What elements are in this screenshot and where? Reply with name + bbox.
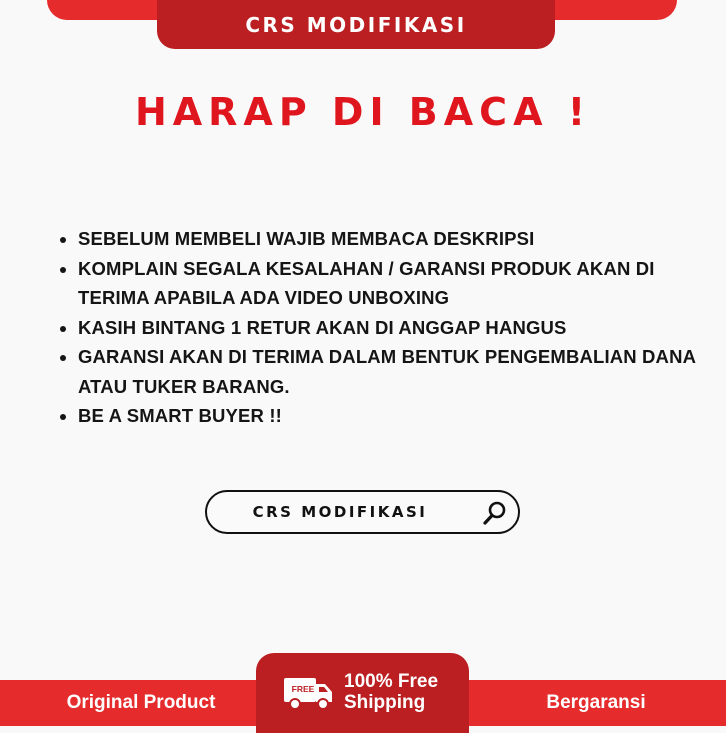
rule-item: • GARANSI AKAN DI TERIMA DALAM BENTUK PENGEMBALIAN DANA ATAU TUKER BARANG.	[78, 342, 718, 401]
shipping-line-2: Shipping	[344, 692, 426, 713]
shipping-line-1: 100% Free	[344, 671, 439, 692]
rule-item: • KOMPLAIN SEGALA KESALAHAN / GARANSI PRODUK AKAN DI TERIMA APABILA ADA VIDEO UNBOXING	[78, 254, 718, 313]
headline: HARAP DI BACA !	[134, 90, 592, 134]
original-product-label: Original Product	[66, 692, 216, 713]
search-text: CRS MODIFIKASI	[252, 502, 428, 521]
search-bar[interactable]	[205, 490, 520, 534]
store-name: CRS MODIFIKASI	[245, 12, 467, 37]
warranty-label: Bergaransi	[546, 692, 646, 713]
rule-item: • SEBELUM MEMBELI WAJIB MEMBACA DESKRIPSI	[78, 224, 718, 254]
rule-item: • KASIH BINTANG 1 RETUR AKAN DI ANGGAP HANGUS	[78, 313, 718, 343]
search-icon[interactable]	[482, 500, 508, 526]
free-badge: FREE	[291, 684, 315, 694]
store-name-tab	[157, 0, 555, 49]
rule-item: • BE A SMART BUYER !!	[78, 401, 718, 431]
free-shipping-label	[344, 671, 464, 713]
rules-list	[58, 224, 718, 431]
